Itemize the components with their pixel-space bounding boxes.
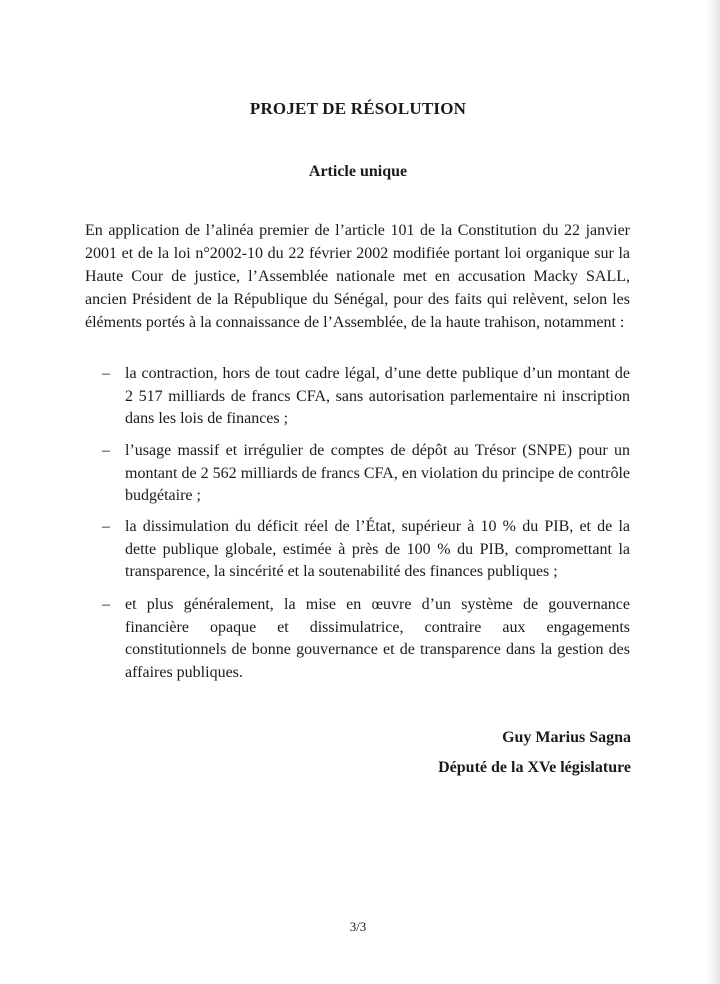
document-title: PROJET DE RÉSOLUTION [249, 99, 467, 118]
bullet-dash: – [102, 442, 110, 459]
list-item-text: la dissimulation du déficit réel de l’État, supérieur à 10 % du PIB, et de la dette publique globale, estimée à près de 100 % du PIB, compromettant la transparence, la sincérité et la soutenabilité des finances publiques ; [125, 518, 630, 580]
list-item-text: l’usage massif et irrégulier de comptes de dépôt au Trésor (SNPE) pour un montant de 2 562 milliards de francs CFA, en violation du principe de contrôle budgétaire ; [125, 442, 630, 504]
signatory-name: Guy Marius Sagna [502, 729, 631, 746]
bullet-dash: – [102, 365, 110, 382]
intro-paragraph: En application de l’alinéa premier de l’article 101 de la Constitution du 22 janvier 2001 et de la loi n°2002-10 du 22 février 2002 modifiée portant loi organique sur la Haute Cour de justice, l’Assemblée nationale met en accusation Macky SALL, ancien Président de la République du Sénégal, pour des faits qui relèvent, selon les éléments portés à la connaissance de l’Assemblée, de la haute trahison, notamment : [85, 222, 630, 331]
page-number: 3/3 [349, 919, 367, 934]
page-edge-shadow [706, 0, 720, 984]
bullet-dash: – [102, 596, 110, 613]
signatory-role: Député de la XVe législature [438, 759, 631, 776]
article-heading: Article unique [308, 163, 408, 180]
list-item-text: la contraction, hors de tout cadre légal, d’une dette publique d’un montant de 2 517 milliards de francs CFA, sans autorisation parlementaire ni inscription dans les lois de finances ; [125, 365, 630, 427]
bullet-dash: – [102, 518, 110, 535]
list-item-text: et plus généralement, la mise en œuvre d’un système de gouvernance financière opaque et dissimulatrice, contraire aux engagements constitutionnels de bonne gouvernance et de transparence dans la gestion des affaires publiques. [125, 596, 630, 681]
